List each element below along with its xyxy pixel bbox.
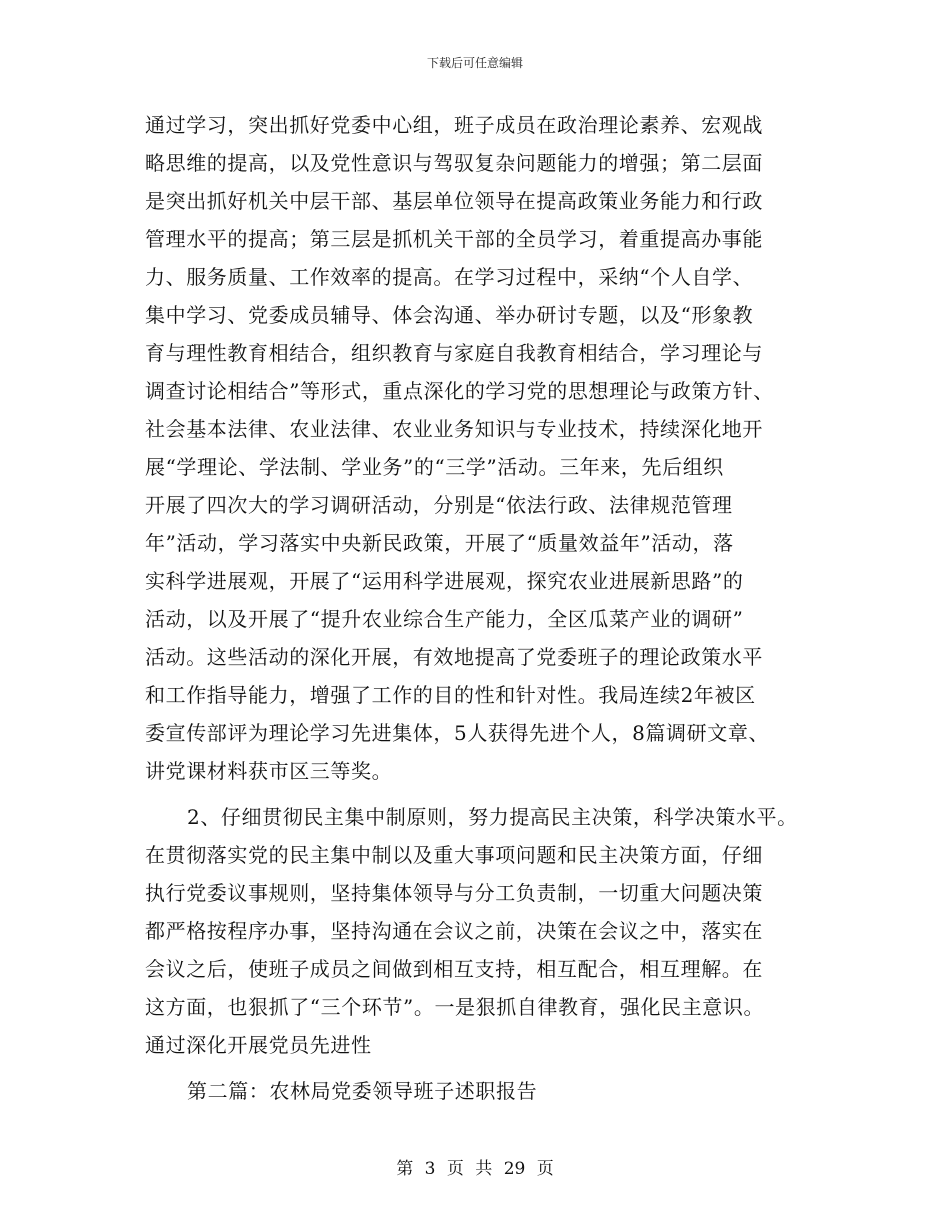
paragraph-line: 实科学进展观，开展了“运用科学进展观，探究农业进展新思路”的 [145, 569, 744, 593]
paragraph-line: 社会基本法律、农业法律、农业业务知识与专业技术，持续深化地开 [145, 417, 763, 441]
paragraph-line: 育与理性教育相结合，组织教育与家庭自我教育相结合，学习理论与 [145, 341, 763, 365]
paragraph-line: 2、仔细贯彻民主集中制原则，努力提高民主决策，科学决策水平。 [187, 805, 798, 829]
paragraph-line: 调查讨论相结合”等形式，重点深化的学习党的思想理论与政策方针、 [145, 379, 774, 403]
paragraph-line: 委宣传部评为理论学习先进集体，5人获得先进个人，8篇调研文章、 [145, 721, 770, 745]
paragraph-line: 年”活动，学习落实中央新民政策，开展了“质量效益年”活动，落 [145, 531, 734, 555]
paragraph-line: 在贯彻落实党的民主集中制以及重大事项问题和民主决策方面，仔细 [145, 843, 763, 867]
document-body [145, 106, 825, 1110]
section-title: 第二篇：农林局党委领导班子述职报告 [187, 1079, 538, 1103]
paragraph-line: 集中学习、党委成员辅导、体会沟通、举办研讨专题，以及“形象教 [145, 303, 754, 327]
paragraph-line: 和工作指导能力，增强了工作的目的性和针对性。我局连续2年被区 [145, 683, 756, 707]
page-number: 第 3 页 共 29 页 [396, 1159, 554, 1179]
paragraph-line: 这方面，也狠抓了“三个环节”。一是狠抓自律教育，强化民主意识。 [145, 995, 765, 1019]
paragraph-line: 通过学习，突出抓好党委中心组，班子成员在政治理论素养、宏观战 [145, 113, 763, 137]
paragraph-line: 活动。这些活动的深化开展，有效地提高了党委班子的理论政策水平 [145, 645, 763, 669]
paragraph-line: 活动，以及开展了“提升农业综合生产能力，全区瓜菜产业的调研” [145, 607, 744, 631]
paragraph-line: 是突出抓好机关中层干部、基层单位领导在提高政策业务能力和行政 [145, 189, 763, 213]
page-header: 下载后可任意编辑 [426, 56, 523, 70]
paragraph-line: 展“学理论、学法制、学业务”的“三学”活动。三年来，先后组织 [145, 455, 724, 479]
paragraph-line: 略思维的提高，以及党性意识与驾驭复杂问题能力的增强；第二层面 [145, 151, 763, 175]
paragraph-line: 管理水平的提高；第三层是抓机关干部的全员学习，着重提高办事能 [145, 227, 763, 251]
paragraph-line: 讲党课材料获市区三等奖。 [145, 759, 393, 783]
paragraph-line: 会议之后，使班子成员之间做到相互支持，相互配合，相互理解。在 [145, 957, 763, 981]
paragraph-line: 通过深化开展党员先进性 [145, 1033, 372, 1057]
paragraph-line: 执行党委议事规则，坚持集体领导与分工负责制，一切重大问题决策 [145, 881, 763, 905]
paragraph-line: 力、服务质量、工作效率的提高。在学习过程中，采纳“个人自学、 [145, 265, 754, 289]
paragraph-line: 都严格按程序办事，坚持沟通在会议之前，决策在会议之中，落实在 [145, 919, 763, 943]
paragraph-line: 开展了四次大的学习调研活动，分别是“依法行政、法律规范管理 [145, 493, 733, 517]
